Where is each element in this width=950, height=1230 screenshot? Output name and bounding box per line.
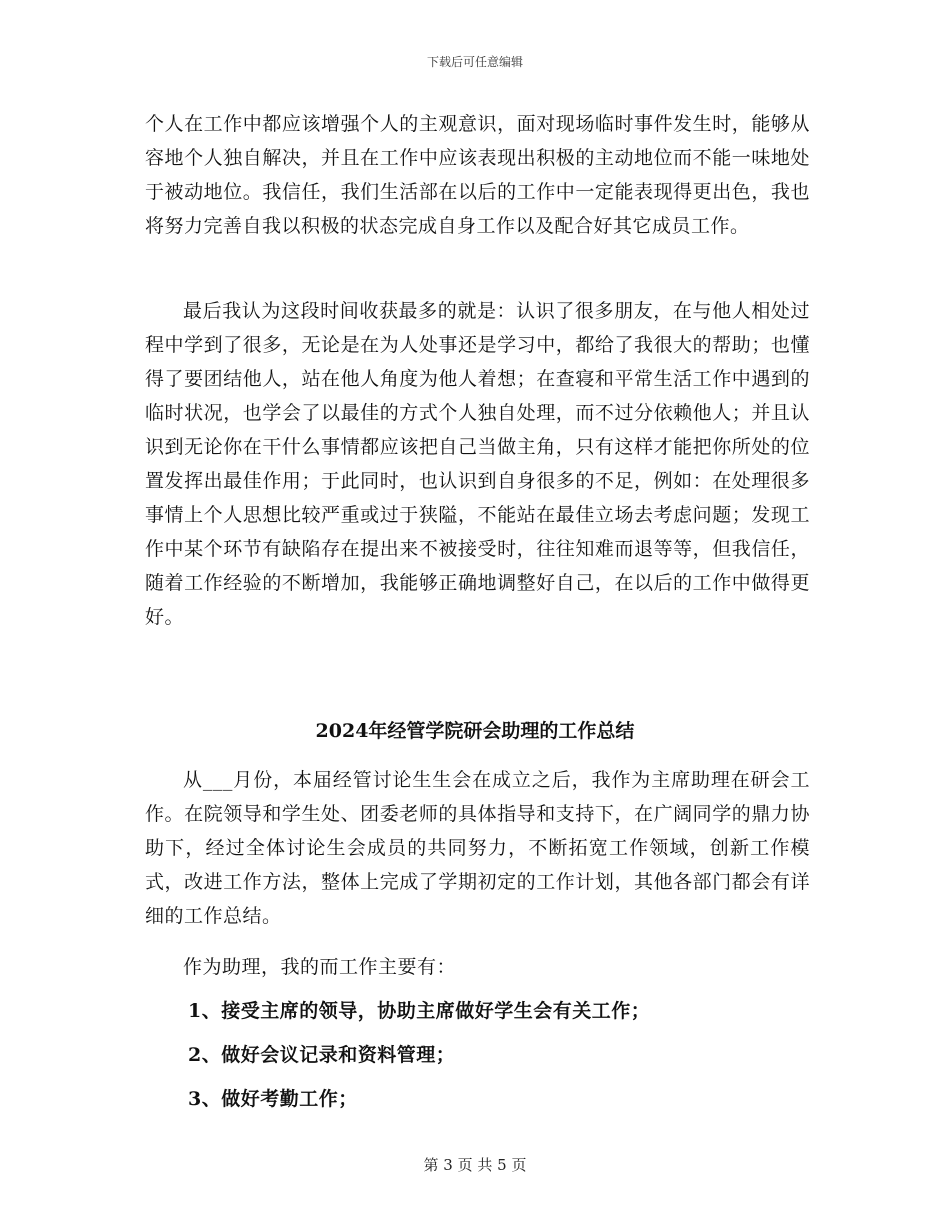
section-title: 2024年经管学院研会助理的工作总结 bbox=[315, 720, 635, 742]
header-note: 下载后可任意编辑 bbox=[426, 55, 523, 69]
duty-item-1: 1、接受主席的领导，协助主席做好学生会有关工作； bbox=[188, 1000, 651, 1022]
paragraph-harvest: 最后我认为这段时间收获最多的就是：认识了很多朋友，在与他人相处过程中学到了很多，无论是在为人处事还是学习中，都给了我很大的帮助；也懂得了要团结他人，站在他人角度为他人着想；在查寝和平常生活工作中遇到的临时状况，也学会了以最佳的方式个人独自处理，而不过分依赖他人；并且认识到无论你在干什么事情都应该把自己当做主角，只有这样才能把你所处的位置发挥出最佳作用；于此同时，也认识到自身很多的不足，例如：在处理很多事情上个人思想比较严重或过于狭隘，不能站在最佳立场去考虑问题；发现工作中某个环节有缺陷存在提出来不被接受时，往往知难而退等等，但我信任，随着工作经验的不断增加，我能够正确地调整好自己，在以后的工作中做得更好。 bbox=[145, 300, 810, 628]
duty-item-3: 3、做好考勤工作； bbox=[188, 1088, 358, 1110]
paragraph-duties-lead: 作为助理，我的而工作主要有： bbox=[183, 956, 457, 978]
paragraph-intro: 从___月份，本届经管讨论生生会在成立之后，我作为主席助理在研会工作。在院领导和学生处、团委老师的具体指导和支持下，在广阔同学的鼎力协助下，经过全体讨论生会成员的共同努力，不断拓宽工作领域，创新工作模式，改进工作方法，整体上完成了学期初定的工作计划，其他各部门都会有详细的工作总结。 bbox=[145, 769, 810, 927]
paragraph-continued: 个人在工作中都应该增强个人的主观意识，面对现场临时事件发生时，能够从容地个人独自解决，并且在工作中应该表现出积极的主动地位而不能一味地处于被动地位。我信任，我们生活部在以后的工作中一定能表现得更出色，我也将努力完善自我以积极的状态完成自身工作以及配合好其它成员工作。 bbox=[145, 113, 810, 237]
duty-item-2: 2、做好会议记录和资料管理； bbox=[188, 1044, 456, 1066]
page-number: 第 3 页 共 5 页 bbox=[423, 1156, 527, 1174]
